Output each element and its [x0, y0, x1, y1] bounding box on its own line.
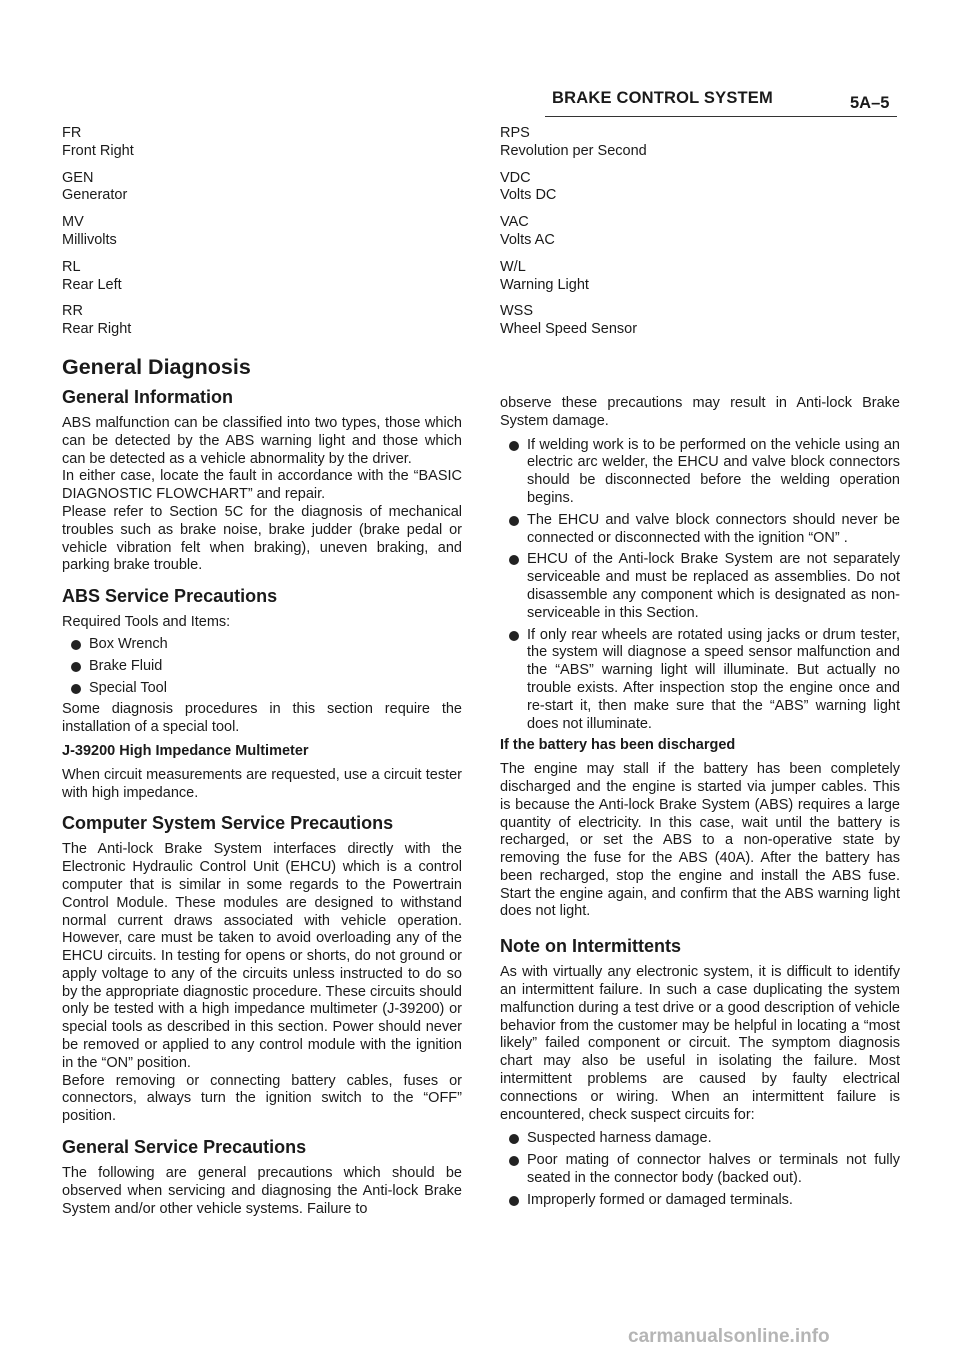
abbreviation-term: Volts DC	[500, 187, 557, 204]
abbreviation-item	[500, 303, 900, 339]
header-title: BRAKE CONTROL SYSTEM	[552, 89, 773, 107]
abbreviation-list-right	[500, 125, 900, 339]
abbreviation-term: Rear Left	[62, 276, 122, 293]
bullet-icon	[509, 441, 519, 451]
abbreviation-item	[500, 259, 900, 295]
list-item: Poor mating of connector halves or terminals not fully seated in the connector body (backed out).	[500, 1152, 900, 1188]
suspect-circuits-list	[500, 1130, 900, 1209]
bullet-icon	[509, 631, 519, 641]
paragraph: The Anti-lock Brake System interfaces directly with the Electronic Hydraulic Control Unit (EHCU) which is a control computer that is similar in some regards to the Powertrain Control Module. These modules are designed to withstand normal current draws associated with vehicle operation. However, care must be taken to avoid overloading any of the EHCU circuits. In testing for opens or shorts, do not ground or apply voltage to any of the circuits unless instructed to do so by the appropriate diagnostic procedure. These circuits should only be tested with a high impedance multimeter (J-39200) or special tools as described in this section. Power should never be removed or applied to any control module with the ignition in the “ON” position.	[62, 841, 462, 1071]
tool-name: J-39200 High Impedance Multimeter	[62, 742, 309, 759]
right-column	[500, 125, 900, 1214]
abbreviation-code: GEN	[62, 169, 94, 186]
abbreviation-code: VDC	[500, 169, 531, 186]
tools-list	[62, 636, 462, 697]
list-item: Box Wrench	[62, 636, 462, 654]
bullet-icon	[71, 662, 81, 672]
precautions-list	[500, 437, 900, 734]
abbreviation-code: RL	[62, 258, 81, 275]
general-precautions-heading: General Service Precautions	[62, 1137, 307, 1158]
bullet-icon	[509, 516, 519, 526]
abbreviation-item	[500, 125, 900, 161]
bullet-icon	[71, 684, 81, 694]
abbreviation-term: Front Right	[62, 142, 134, 159]
bullet-icon	[509, 555, 519, 565]
computer-precautions-heading: Computer System Service Precautions	[62, 813, 394, 834]
abbreviation-item	[62, 259, 462, 295]
paragraph: As with virtually any electronic system, it is difficult to identify an intermittent failure. In such a case duplicating the system malfunction during a test drive or a good description of vehicle behavior from the customer may be helpful in locating a “most likely” failed component or circuit. The symptom diagnosis chart may also be useful in isolating the failure. Most intermittent problems are caused by faulty electrical connections or wiring. When an intermittent failure is encountered, check suspect circuits for:	[500, 964, 900, 1123]
paragraph: The engine may stall if the battery has been completely discharged and the engine is started via jumper cables. This is because the Anti-lock Brake System (ABS) requires a large quantity of electricity. In this case, wait until the battery is recharged, or set the ABS to a non-operative state by removing the fuse for the ABS (40A). After the battery has been recharged, stop the engine and install the ABS fuse. Start the engine again, and confirm that the ABS warning light does not light.	[500, 761, 900, 920]
list-item: Suspected harness damage.	[500, 1130, 900, 1148]
abbreviation-code: VAC	[500, 214, 529, 231]
abbreviation-term: Generator	[62, 187, 128, 204]
list-item: If only rear wheels are rotated using jacks or drum tester, the system will diagnose a speed sensor malfunction and the “ABS” warning light will illuminate. But actually no trouble exists. After inspection stop the engine once and re-start it, then make sure that the “ABS” warning light does not illuminate.	[500, 627, 900, 734]
list-item: Improperly formed or damaged terminals.	[500, 1192, 900, 1210]
paragraph: observe these precautions may result in Anti-lock Brake System damage.	[500, 394, 900, 429]
list-item: Special Tool	[62, 680, 462, 698]
paragraph: Please refer to Section 5C for the diagnosis of mechanical troubles such as brake noise, brake judder (brake pedal or vehicle vibration felt when braking), uneven braking, and parking brake trouble.	[62, 503, 462, 574]
paragraph: The following are general precautions which should be observed when servicing and diagnosing the Anti-lock Brake System and/or other vehicle systems. Failure to	[62, 1165, 462, 1217]
abbreviation-code: WSS	[500, 303, 534, 320]
abbreviation-item	[62, 170, 462, 206]
paragraph: Before removing or connecting battery cables, fuses or connectors, always turn the ignition switch to the “OFF” position.	[62, 1072, 462, 1125]
abbreviation-code: FR	[62, 125, 82, 141]
watermark: carmanualsonline.info	[628, 1326, 830, 1347]
abbreviation-code: RPS	[500, 125, 530, 141]
bullet-icon	[71, 640, 81, 650]
abbreviation-item	[500, 170, 900, 206]
abbreviation-item	[62, 125, 462, 161]
abbreviation-term: Wheel Speed Sensor	[500, 321, 638, 338]
bullet-icon	[509, 1134, 519, 1144]
paragraph: When circuit measurements are requested, use a circuit tester with high impedance.	[62, 766, 462, 801]
page-header	[0, 0, 960, 120]
list-item: EHCU of the Anti-lock Brake System are not separately serviceable and must be replaced as assemblies. Do not disassemble any component which is designated as non-serviceable in this Section.	[500, 551, 900, 622]
page-number: 5A–5	[850, 94, 890, 112]
abbreviation-list-left	[62, 125, 462, 339]
left-column	[62, 125, 462, 1224]
abbreviation-term: Millivolts	[62, 231, 117, 248]
abbreviation-item	[500, 214, 900, 250]
list-item: The EHCU and valve block connectors should never be connected or disconnected with the ignition “ON” .	[500, 512, 900, 548]
bullet-icon	[509, 1196, 519, 1206]
paragraph: ABS malfunction can be classified into two types, those which can be detected by the ABS warning light and those which can be detected as a vehicle abnormality by the driver.	[62, 414, 462, 467]
header-rule	[545, 116, 897, 117]
list-item: Brake Fluid	[62, 658, 462, 676]
abbreviation-item	[62, 214, 462, 250]
abbreviation-item	[62, 303, 462, 339]
abbreviation-code: MV	[62, 214, 84, 231]
abbreviation-term: Warning Light	[500, 276, 589, 293]
section-title: General Diagnosis	[62, 354, 251, 379]
intermittents-heading: Note on Intermittents	[500, 936, 682, 957]
paragraph: Some diagnosis procedures in this section require the installation of a special tool.	[62, 701, 462, 736]
abs-precautions-heading: ABS Service Precautions	[62, 586, 278, 607]
abbreviation-code: W/L	[500, 258, 526, 275]
bullet-icon	[509, 1156, 519, 1166]
battery-heading: If the battery has been discharged	[500, 737, 736, 754]
general-information-heading: General Information	[62, 386, 234, 407]
list-item: If welding work is to be performed on the vehicle using an electric arc welder, the EHCU and valve block connectors should be disconnected before the welding operation begins.	[500, 437, 900, 508]
abbreviation-code: RR	[62, 303, 83, 320]
paragraph: In either case, locate the fault in accordance with the “BASIC DIAGNOSTIC FLOWCHART” and repair.	[62, 468, 462, 503]
abbreviation-term: Rear Right	[62, 321, 132, 338]
abbreviation-term: Volts AC	[500, 231, 555, 248]
spacer	[500, 348, 900, 395]
paragraph: Required Tools and Items:	[62, 614, 231, 631]
abbreviation-term: Revolution per Second	[500, 142, 647, 159]
